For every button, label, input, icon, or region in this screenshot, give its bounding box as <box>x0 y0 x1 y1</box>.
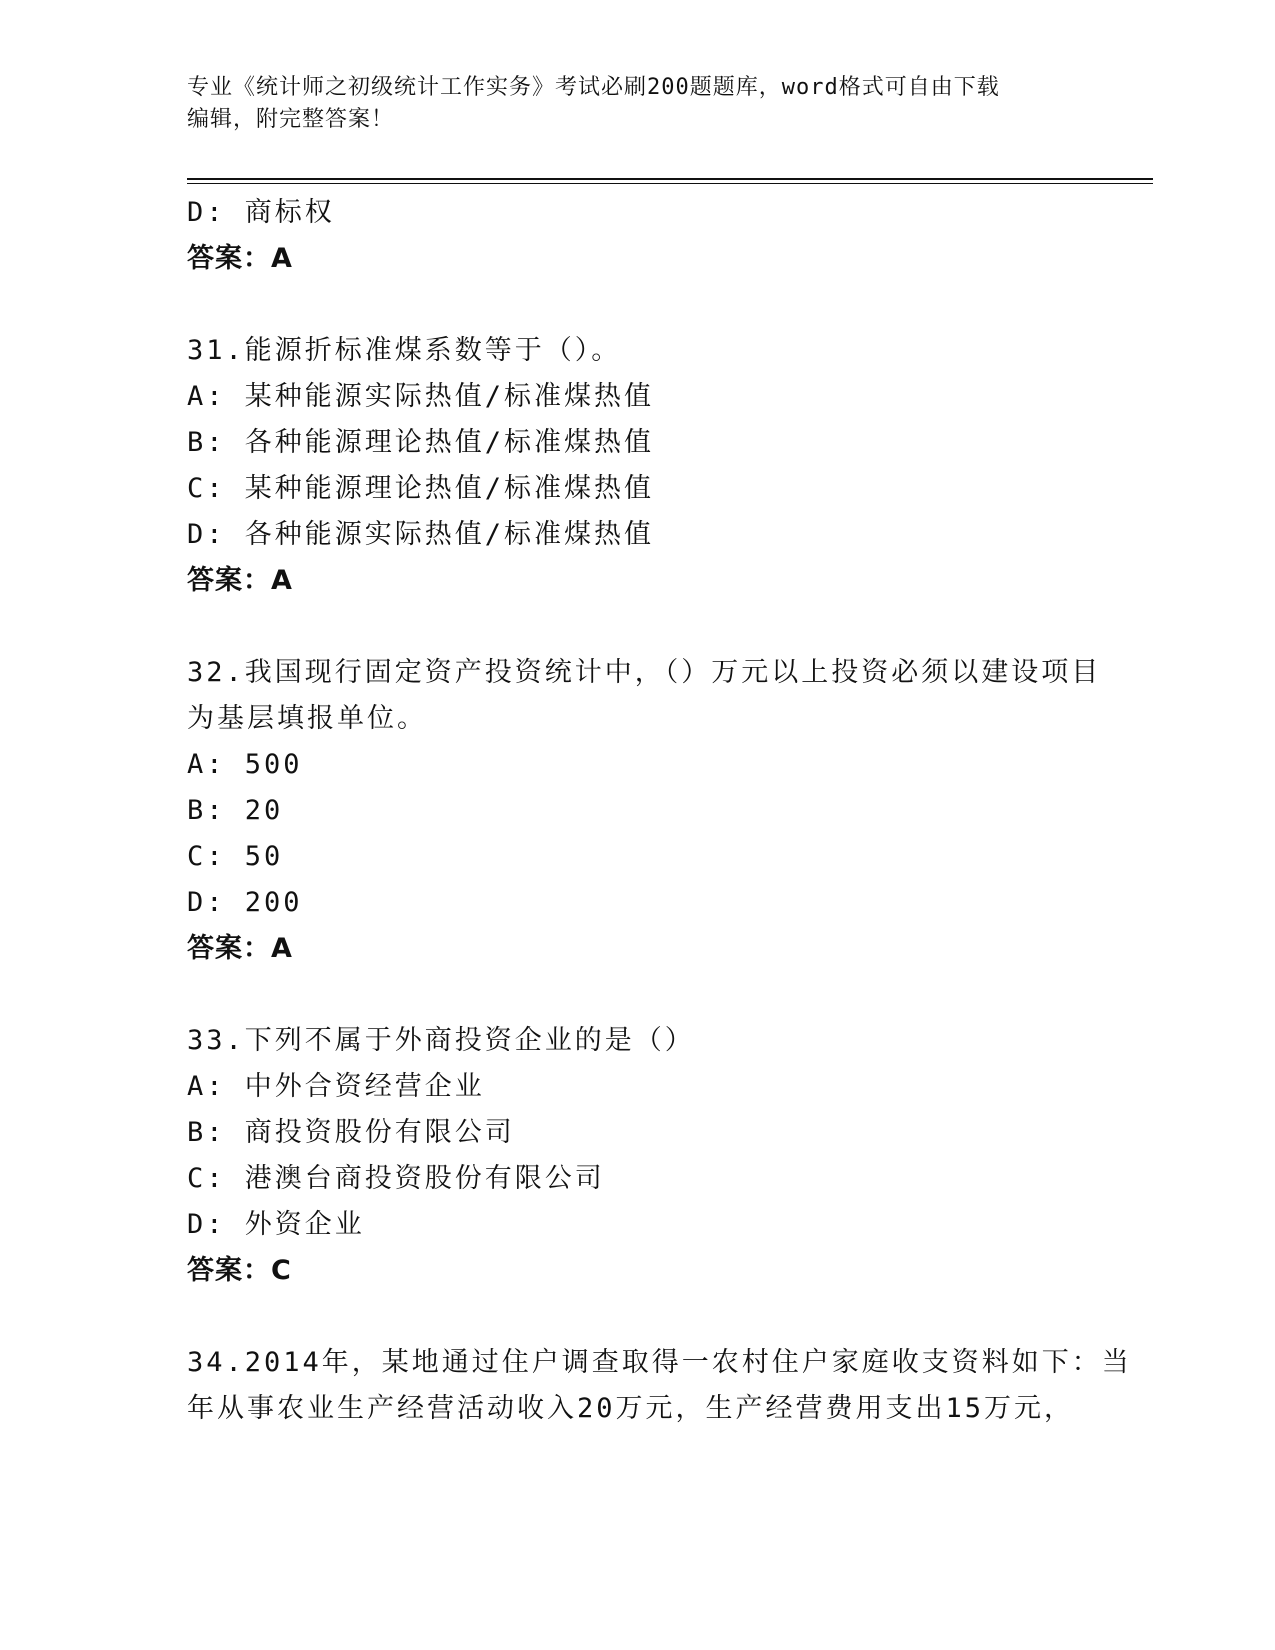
option-b: B: 各种能源理论热值/标准煤热值 <box>187 427 655 458</box>
option-a: A: 某种能源实际热值/标准煤热值 <box>187 381 655 412</box>
option-a: A: 500 <box>187 749 303 780</box>
option-c: C: 某种能源理论热值/标准煤热值 <box>187 473 655 504</box>
spacer <box>187 282 1087 328</box>
option-b: B: 20 <box>187 795 284 826</box>
answer: 答案：C <box>187 1255 292 1286</box>
option-d: D: 外资企业 <box>187 1209 365 1240</box>
question-34 <box>187 1340 1132 1432</box>
prev-option-d: D: 商标权 <box>187 197 335 228</box>
option-d: D: 各种能源实际热值/标准煤热值 <box>187 519 655 550</box>
prev-answer: 答案：A <box>187 243 293 274</box>
answer: 答案：A <box>187 933 293 964</box>
question-33 <box>187 1018 1087 1294</box>
question-32 <box>187 650 1102 972</box>
question-31 <box>187 328 1087 604</box>
spacer <box>187 1294 1087 1340</box>
spacer <box>187 604 1087 650</box>
answer: 答案：A <box>187 565 293 596</box>
question-stem: 31.能源折标准煤系数等于（）。 <box>187 335 622 366</box>
document-header <box>187 72 1067 136</box>
header-divider-thick <box>187 178 1153 180</box>
question-stem: 32.我国现行固定资产投资统计中，（）万元以上投资必须以建设项目 <box>187 657 1102 688</box>
question-content <box>187 190 1132 1432</box>
question-stem: 34.2014年，某地通过住户调查取得一农村住户家庭收支资料如下：当 <box>187 1347 1132 1378</box>
spacer <box>187 972 1087 1018</box>
header-line-1: 专业《统计师之初级统计工作实务》考试必刷200题题库，word格式可自由下载 <box>187 75 1000 100</box>
option-c: C: 50 <box>187 841 284 872</box>
option-a: A: 中外合资经营企业 <box>187 1071 485 1102</box>
header-divider-thin <box>187 183 1153 184</box>
option-d: D: 200 <box>187 887 303 918</box>
question-stem: 33.下列不属于外商投资企业的是（） <box>187 1025 695 1056</box>
option-b: B: 商投资股份有限公司 <box>187 1117 515 1148</box>
question-stem-continued: 年从事农业生产经营活动收入20万元，生产经营费用支出15万元， <box>187 1393 1075 1424</box>
header-line-2: 编辑，附完整答案！ <box>187 107 395 132</box>
option-c: C: 港澳台商投资股份有限公司 <box>187 1163 605 1194</box>
question-stem-continued: 为基层填报单位。 <box>187 703 427 734</box>
